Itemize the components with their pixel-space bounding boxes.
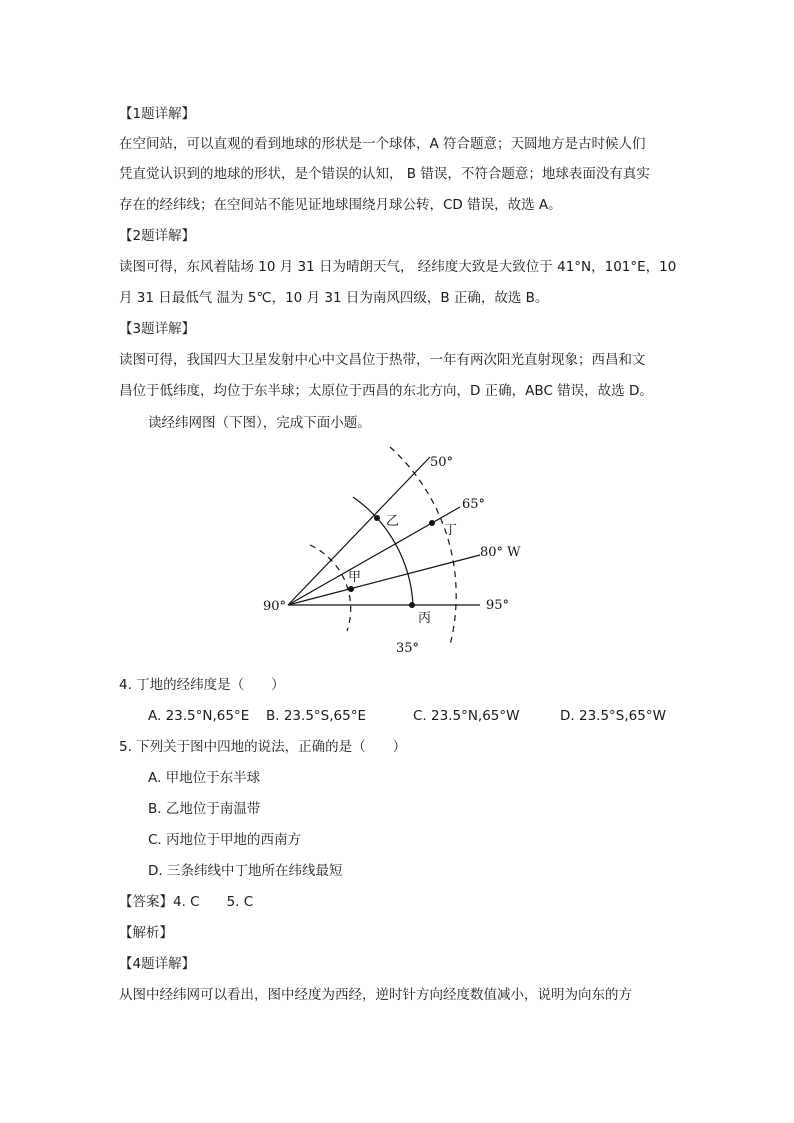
latitude-arc-inner-dashed <box>310 545 351 631</box>
label-lat95: 95° <box>486 598 510 613</box>
q4-line-1: 从图中经纬网可以看出，图中经度为西经，逆时针方向经度数值减小，说明为向东的方 <box>119 987 632 1003</box>
q3-line-2: 昌位于低纬度，均位于东半球；太原位于西昌的东北方向，D 正确，ABC 错误，故选 D。 <box>119 383 653 399</box>
point-jia <box>348 586 354 592</box>
point-yi <box>374 515 380 521</box>
question5-option-b: B. 乙地位于南温带 <box>148 801 261 817</box>
question4-option-d: D. 23.5°S,65°W <box>560 708 666 724</box>
label-lat50: 50° <box>430 455 454 470</box>
question5-option-a: A. 甲地位于东半球 <box>148 770 261 786</box>
label-lat80: 80° W <box>480 545 521 560</box>
label-yi: 乙 <box>386 514 400 529</box>
lat-lon-diagram <box>250 445 550 660</box>
question4-stem: 4. 丁地的经纬度是（ ） <box>119 677 285 693</box>
label-center: 90° <box>263 599 287 614</box>
q1-line-2: 凭直觉认识到的地球的形状，是个错误的认知， B 错误，不符合题意；地球表面没有真实 <box>119 166 650 182</box>
meridian-80-line <box>288 555 480 605</box>
label-lat35: 35° <box>396 641 420 656</box>
question5-stem: 5. 下列关于图中四地的说法，正确的是（ ） <box>119 739 407 755</box>
answer-line: 【答案】4. C 5. C <box>119 894 254 910</box>
q2-heading: 【2题详解】 <box>119 228 196 244</box>
point-ding <box>429 520 435 526</box>
analysis-heading: 【解析】 <box>119 925 173 941</box>
q1-line-1: 在空间站，可以直观的看到地球的形状是一个球体，A 符合题意；天圆地方是古时候人们 <box>119 136 646 152</box>
q3-heading: 【3题详解】 <box>119 321 196 337</box>
question4-option-b: B. 23.5°S,65°E <box>266 708 366 724</box>
q1-line-3: 存在的经纬线；在空间站不能见证地球围绕月球公转，CD 错误，故选 A。 <box>119 197 562 213</box>
label-ding: 丁 <box>444 523 458 538</box>
intro-text: 读经纬网图（下图），完成下面小题。 <box>148 415 371 431</box>
q3-line-1: 读图可得，我国四大卫星发射中心中文昌位于热带，一年有两次阳光直射现象；西昌和文 <box>119 352 646 368</box>
question5-option-d: D. 三条纬线中丁地所在纬线最短 <box>148 863 343 879</box>
question5-option-c: C. 丙地位于甲地的西南方 <box>148 832 302 848</box>
question4-option-c: C. 23.5°N,65°W <box>413 708 520 724</box>
point-bing <box>409 602 415 608</box>
q2-line-1: 读图可得，东风着陆场 10 月 31 日为晴朗天气， 经纬度大致是大致位于 41°N，101°E，10 <box>119 259 677 275</box>
label-jia: 甲 <box>348 570 362 585</box>
q1-heading: 【1题详解】 <box>119 106 196 122</box>
q2-line-2: 月 31 日最低气 温为 5℃，10 月 31 日为南风四级，B 正确，故选 B。 <box>119 290 549 306</box>
label-lat65: 65° <box>462 497 486 512</box>
label-bing: 丙 <box>418 611 432 626</box>
question4-option-a: A. 23.5°N,65°E <box>148 708 250 724</box>
lat-lon-svg <box>250 445 550 660</box>
q4-heading: 【4题详解】 <box>119 956 196 972</box>
